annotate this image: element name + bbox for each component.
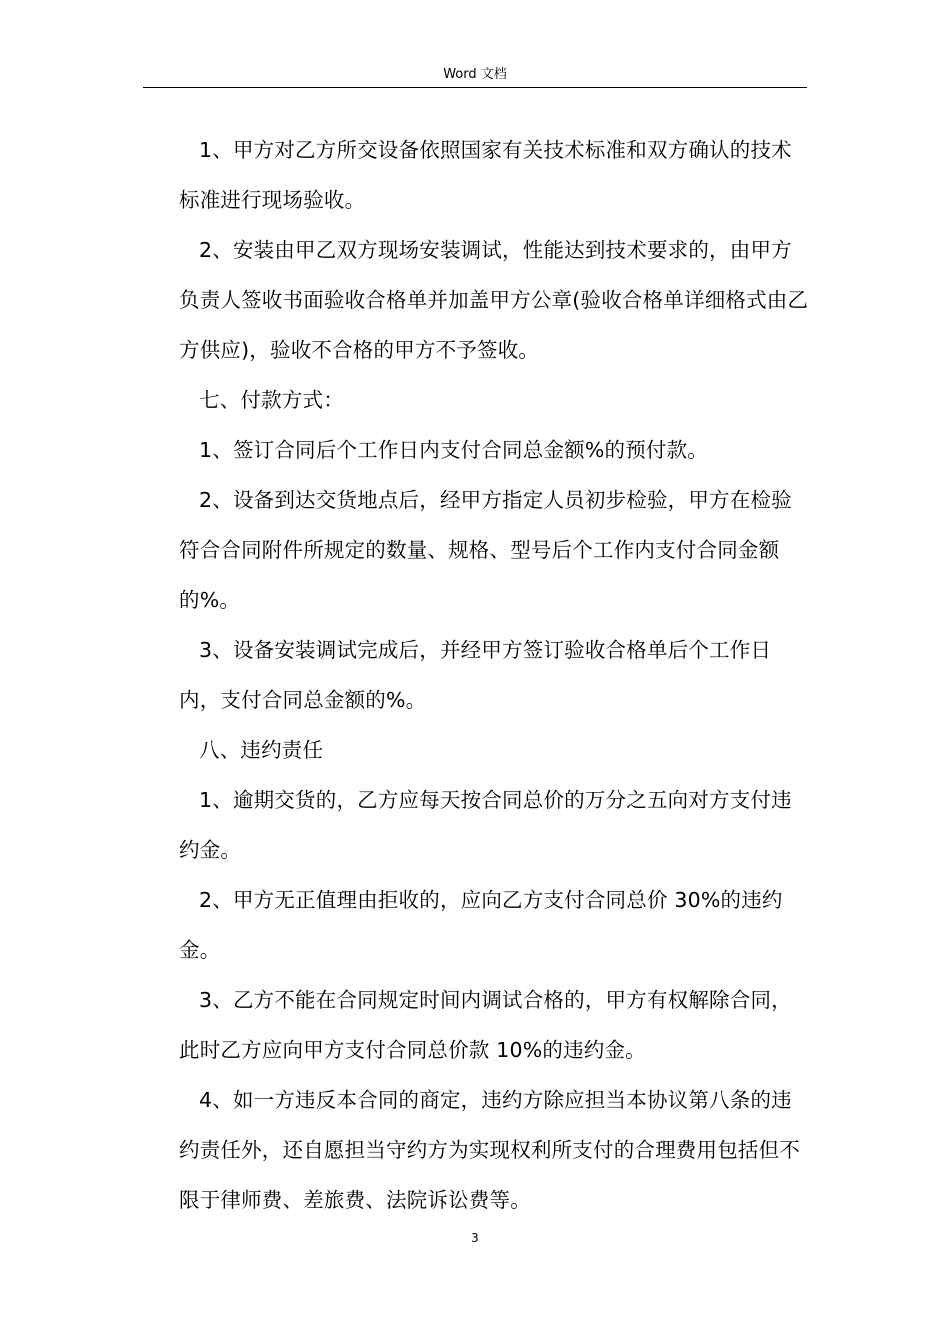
section-heading-liability: 八、违约责任	[199, 738, 324, 762]
paragraph-liability-4: 4、如一方违反本合同的商定，违约方除应担当本协议第八条的违约责任外，还自愿担当守约方为实现权利所支付的合理费用包括但不限于律师费、差旅费、法院诉讼费等。	[179, 1088, 800, 1212]
paragraph-liability-2: 2、甲方无正值理由拒收的，应向乙方支付合同总价 30%的违约金。	[179, 888, 783, 962]
header-divider	[143, 87, 807, 88]
paragraph-acceptance-2: 2、安装由甲乙双方现场安装调试，性能达到技术要求的，由甲方负责人签收书面验收合格单并加盖甲方公章(验收合格单详细格式由乙方供应)，验收不合格的甲方不予签收。	[179, 238, 809, 362]
paragraph-payment-3: 3、设备安装调试完成后，并经甲方签订验收合格单后个工作日内，支付合同总金额的%。	[179, 638, 772, 712]
document-body	[179, 125, 809, 1225]
paragraph-liability-3: 3、乙方不能在合同规定时间内调试合格的，甲方有权解除合同，此时乙方应向甲方支付合同总价款 10%的违约金。	[179, 988, 792, 1062]
paragraph-acceptance-1: 1、甲方对乙方所交设备依照国家有关技术标准和双方确认的技术标准进行现场验收。	[179, 138, 792, 212]
section-heading-payment: 七、付款方式：	[199, 388, 344, 412]
page-number: 3	[471, 1231, 479, 1245]
page-header-title: Word 文档	[443, 67, 507, 82]
paragraph-payment-2: 2、设备到达交货地点后，经甲方指定人员初步检验，甲方在检验符合合同附件所规定的数量、规格、型号后个工作内支付合同金额的%。	[179, 488, 792, 612]
paragraph-payment-1: 1、签订合同后个工作日内支付合同总金额%的预付款。	[199, 438, 709, 462]
paragraph-liability-1: 1、逾期交货的，乙方应每天按合同总价的万分之五向对方支付违约金。	[179, 788, 792, 862]
